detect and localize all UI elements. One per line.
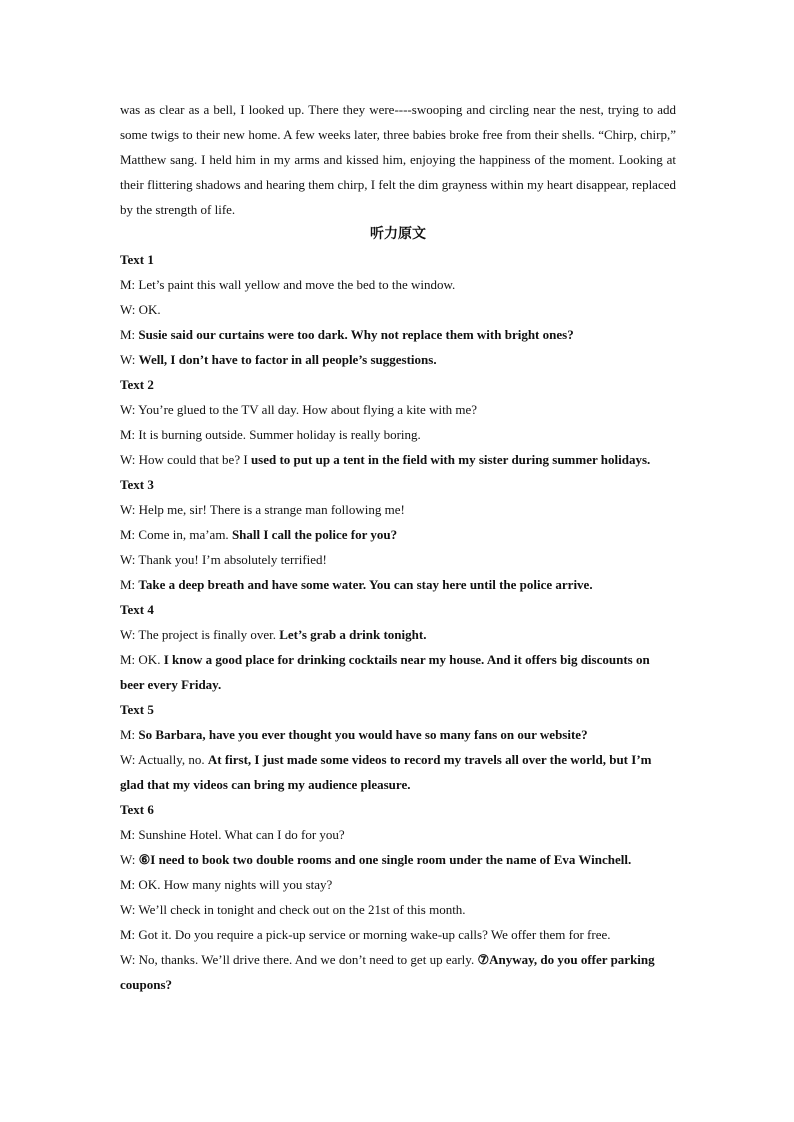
transcript-section	[120, 472, 676, 597]
dialogue-text: OK.	[138, 652, 164, 667]
speaker-label: M:	[120, 877, 139, 892]
dialogue-text-bold: So Barbara, have you ever thought you would have so many fans on our website?	[138, 727, 588, 742]
speaker-label: W:	[120, 552, 139, 567]
dialogue-text: Let’s paint this wall yellow and move the bed to the window.	[138, 277, 456, 292]
dialogue-line	[120, 872, 676, 897]
text-heading: Text 1	[120, 252, 154, 267]
transcript-section	[120, 697, 676, 797]
dialogue-line	[120, 347, 676, 372]
dialogue-text-bold: Shall I call the police for you?	[231, 527, 398, 542]
speaker-label: W:	[120, 352, 139, 367]
dialogue-line	[120, 547, 676, 572]
document-body	[120, 97, 676, 997]
dialogue-text: The project is finally over.	[138, 627, 280, 642]
dialogue-text: We’ll check in tonight and check out on the 21st of this month.	[138, 902, 466, 917]
dialogue-line	[120, 497, 676, 522]
dialogue-line	[120, 622, 676, 647]
speaker-label: W:	[120, 952, 139, 967]
dialogue-line	[120, 822, 676, 847]
dialogue-text: Help me, sir! There is a strange man following me!	[138, 502, 405, 517]
speaker-label: M:	[120, 652, 139, 667]
dialogue-line	[120, 947, 676, 997]
dialogue-line	[120, 897, 676, 922]
speaker-label: M:	[120, 727, 139, 742]
dialogue-text-bold: used to put up a tent in the field with my sister during summer holidays.	[250, 452, 651, 467]
text-heading: Text 6	[120, 802, 154, 817]
transcript-section	[120, 597, 676, 697]
dialogue-text: OK.	[138, 302, 161, 317]
dialogue-text: Got it. Do you require a pick-up service or morning wake-up calls? We offer them for free.	[138, 927, 611, 942]
dialogue-line	[120, 722, 676, 747]
dialogue-line	[120, 397, 676, 422]
dialogue-line	[120, 297, 676, 322]
speaker-label: W:	[120, 502, 139, 517]
dialogue-text-bold: ⑦Anyway, do you offer parking coupons?	[120, 952, 655, 992]
speaker-label: M:	[120, 527, 139, 542]
speaker-label: M:	[120, 427, 139, 442]
dialogue-text: Come in, ma’am.	[138, 527, 232, 542]
text-heading: Text 5	[120, 702, 154, 717]
dialogue-text: How could that be? I	[138, 452, 251, 467]
speaker-label: W:	[120, 902, 139, 917]
dialogue-line	[120, 922, 676, 947]
speaker-label: M:	[120, 327, 139, 342]
dialogue-text: OK. How many nights will you stay?	[138, 877, 333, 892]
dialogue-text-bold: Susie said our curtains were too dark. Why not replace them with bright ones?	[138, 327, 574, 342]
transcript-section	[120, 797, 676, 997]
dialogue-text-bold: Well, I don’t have to factor in all people’s suggestions.	[138, 352, 437, 367]
dialogue-line	[120, 572, 676, 597]
dialogue-line	[120, 647, 676, 697]
speaker-label: M:	[120, 927, 139, 942]
dialogue-line	[120, 522, 676, 547]
speaker-label: W:	[120, 752, 138, 767]
dialogue-text-bold: At first, I just made some videos to record my travels all over the world, but I’m glad that my videos can bring my audience pleasure.	[120, 752, 652, 792]
speaker-label: W:	[120, 852, 139, 867]
text-heading: Text 4	[120, 602, 154, 617]
dialogue-text: You’re glued to the TV all day. How about flying a kite with me?	[138, 402, 478, 417]
dialogue-text: Sunshine Hotel. What can I do for you?	[138, 827, 345, 842]
listening-transcript	[120, 247, 676, 997]
dialogue-line	[120, 747, 676, 797]
dialogue-text-bold: Let’s grab a drink tonight.	[279, 627, 427, 642]
dialogue-line	[120, 422, 676, 447]
speaker-label: M:	[120, 827, 139, 842]
dialogue-line	[120, 322, 676, 347]
dialogue-text-bold: ⑥I need to book two double rooms and one single room under the name of Eva Winchell.	[138, 852, 632, 867]
dialogue-text-bold: Take a deep breath and have some water. You can stay here until the police arrive.	[138, 577, 593, 592]
dialogue-text-bold: I know a good place for drinking cocktails near my house. And it offers big discounts on beer every Friday.	[120, 652, 650, 692]
text-heading: Text 3	[120, 477, 154, 492]
dialogue-text: No, thanks. We’ll drive there. And we don’t need to get up early.	[138, 952, 478, 967]
speaker-label: M:	[120, 577, 139, 592]
dialogue-text: Thank you! I’m absolutely terrified!	[138, 552, 327, 567]
speaker-label: W:	[120, 452, 139, 467]
dialogue-line	[120, 847, 676, 872]
dialogue-text: It is burning outside. Summer holiday is really boring.	[138, 427, 421, 442]
section-title: 听力原文	[370, 226, 426, 242]
dialogue-text: Actually, no.	[137, 752, 208, 767]
speaker-label: W:	[120, 627, 139, 642]
speaker-label: M:	[120, 277, 139, 292]
dialogue-line	[120, 447, 676, 472]
speaker-label: W:	[120, 402, 139, 417]
text-heading: Text 2	[120, 377, 154, 392]
story-paragraph: was as clear as a bell, I looked up. There they were----swooping and circling near the nest, trying to add some twigs to their new home. A few weeks later, three babies broke free from their shells. “Chirp, chirp,” Matthew sang. I held him in my arms and kissed him, enjoying the happiness of the moment. Looking at their flittering shadows and hearing them chirp, I felt the dim grayness within my heart disappear, replaced by the strength of life.	[120, 102, 676, 217]
transcript-section	[120, 247, 676, 372]
dialogue-line	[120, 272, 676, 297]
speaker-label: W:	[120, 302, 139, 317]
transcript-section	[120, 372, 676, 472]
